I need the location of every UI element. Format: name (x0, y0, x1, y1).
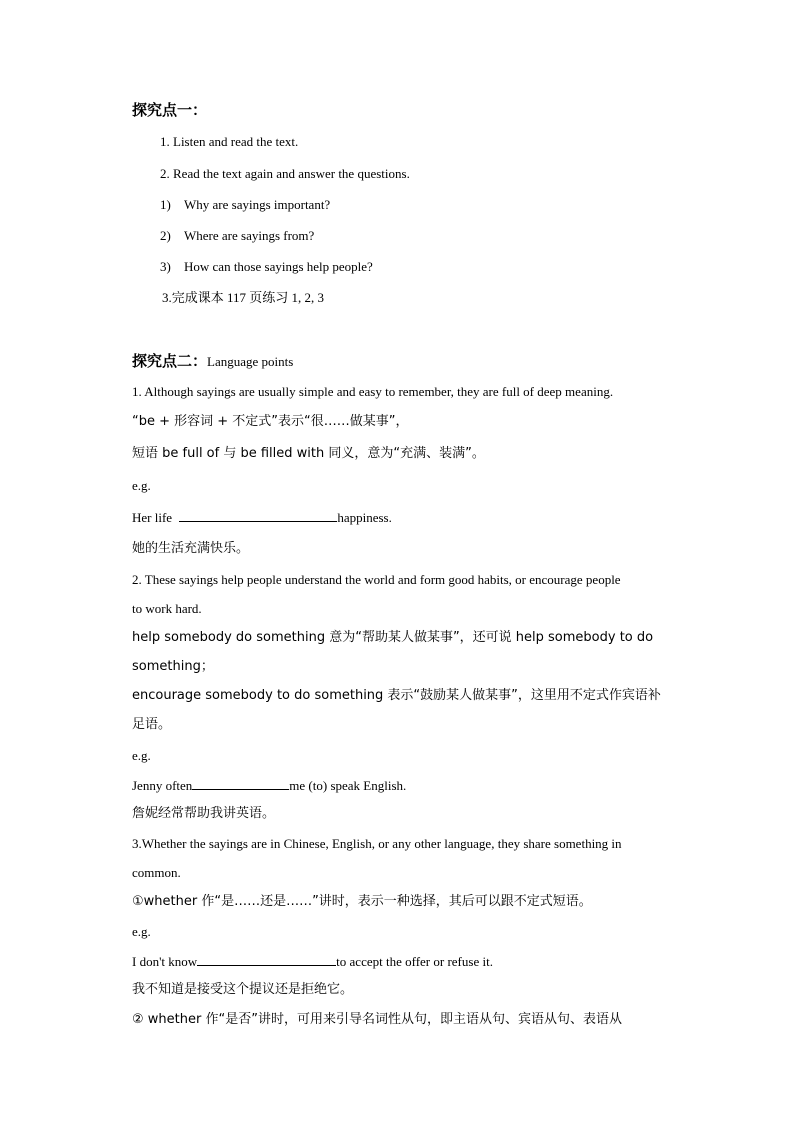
point3-note1: ①whether 作“是……还是……”讲时，表示一种选择，其后可以跟不定式短语。 (132, 894, 592, 909)
question-text: Why are sayings important? (184, 197, 331, 212)
section1-exercise: 3.完成课本 117 页练习 1, 2, 3 (162, 290, 325, 305)
example-pre: Her life (132, 510, 173, 525)
point2-sentence-b: to work hard. (132, 601, 202, 616)
question-2 (160, 227, 314, 245)
point1-sentence: 1. Although sayings are usually simple and easy to remember, they are full of deep meaning. (132, 384, 614, 399)
point1-note1: “be + 形容词 + 不定式”表示“很……做某事”， (132, 414, 409, 429)
point2-example (132, 776, 406, 795)
fill-blank-1[interactable] (179, 508, 337, 522)
point2-note1a: help somebody do something 意为“帮助某人做某事”，还可说 help somebody to do (132, 630, 654, 645)
fill-blank-2[interactable] (192, 776, 289, 790)
point3-example (132, 952, 493, 971)
point2-note2a: encourage somebody to do something 表示“鼓励某人做某事”，这里用不定式作宾语补 (132, 688, 661, 703)
point1-translation: 她的生活充满快乐。 (132, 541, 250, 556)
point3-sentence-b: common. (132, 865, 181, 880)
example-post: to accept the offer or refuse it. (336, 954, 493, 969)
example-pre: Jenny often (132, 778, 193, 793)
question-1 (160, 196, 330, 214)
section2-heading-rest: Language points (207, 354, 294, 369)
example-post: happiness. (337, 510, 392, 525)
section2-heading-label: 探究点二： (132, 352, 208, 370)
point2-eg: e.g. (132, 748, 151, 763)
point1-eg: e.g. (132, 478, 151, 493)
question-text: Where are sayings from? (184, 228, 315, 243)
question-number: 1) (160, 197, 171, 212)
point2-note1b: something； (132, 659, 214, 674)
section2-heading (132, 352, 293, 371)
section1-item-2: 2. Read the text again and answer the questions. (160, 166, 410, 181)
point2-note2b: 足语。 (132, 717, 172, 732)
point2-translation: 詹妮经常帮助我讲英语。 (132, 806, 276, 821)
point3-eg: e.g. (132, 924, 151, 939)
example-pre: I don't know (132, 954, 198, 969)
point3-translation: 我不知道是接受这个提议还是拒绝它。 (132, 982, 354, 997)
point1-example (132, 508, 392, 527)
section1-item-1: 1. Listen and read the text. (160, 134, 299, 149)
point2-sentence-a: 2. These sayings help people understand the world and form good habits, or encourage people (132, 572, 621, 587)
question-number: 2) (160, 228, 171, 243)
point3-sentence-a: 3.Whether the sayings are in Chinese, English, or any other language, they share something in (132, 836, 622, 851)
point1-note2: 短语 be full of 与 be filled with 同义，意为“充满、装满”。 (132, 446, 485, 461)
question-text: How can those sayings help people? (184, 259, 373, 274)
example-post: me (to) speak English. (289, 778, 407, 793)
section1-heading: 探究点一： (132, 101, 208, 119)
question-3 (160, 258, 373, 276)
fill-blank-3[interactable] (197, 952, 336, 966)
question-number: 3) (160, 259, 171, 274)
point3-note2: ② whether 作“是否”讲时，可用来引导名词性从句，即主语从句、宾语从句、表语从 (132, 1012, 622, 1027)
